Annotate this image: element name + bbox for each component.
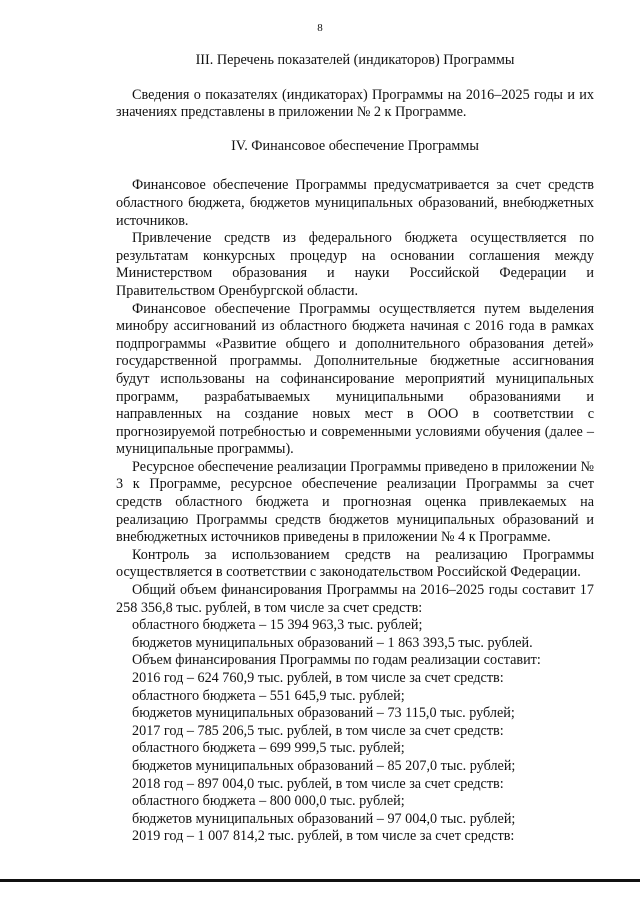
section-4-heading: IV. Финансовое обеспечение Программы (231, 137, 479, 154)
section-3-heading: III. Перечень показателей (индикаторов) Программы (195, 52, 515, 68)
line-2017-total: 2017 год – 785 206,5 тыс. рублей, в том числе за счет средств: (132, 722, 504, 739)
line-2016-municipal: бюджетов муниципальных образований – 73 115,0 тыс. рублей; (132, 705, 515, 722)
line-2017-municipal: бюджетов муниципальных образований – 85 207,0 тыс. рублей; (132, 757, 516, 774)
line-by-years-intro: Объем финансирования Программы по годам реализации составит: (132, 652, 541, 669)
line-regional-budget-total: областного бюджета – 15 394 963,3 тыс. рублей; (132, 617, 423, 634)
line-2017-regional: областного бюджета – 699 999,5 тыс. рублей; (132, 740, 405, 757)
line-2018-regional: областного бюджета – 800 000,0 тыс. рублей; (132, 793, 405, 810)
paragraph-control: Контроль за использованием средств на реализацию Программы осуществляется в соответствии с законодательством Российской Федерации. (116, 546, 594, 581)
bottom-rule (0, 879, 640, 882)
paragraph-resource-support: Ресурсное обеспечение реализации Программы приведено в приложении № 3 к Программе, ресурсное обеспечение реализации Программы за счет средств областного бюджета и прогнозная оценка привлекаемых на реализацию Программы средств бюджетов муниципальных образований и внебюджетных источников приведены в приложении № 4 к Программе. (116, 458, 594, 546)
paragraph-allocation: Финансовое обеспечение Программы осуществляется путем выделения минобру ассигнований из областного бюджета начиная с 2016 года в рамках подпрограммы «Развитие общего и дополнительного образования детей» государственной программы. Дополнительные бюджетные ассигнования будут использованы на софинансирование мероприятий муниципальных программ, разрабатываемых муниципальными образованиями и направленных на создание новых мест в ООО в соответствии с прогнозируемой потребностью и современными условиями обучения (далее – муниципальные программы). (116, 300, 594, 458)
line-2016-total: 2016 год – 624 760,9 тыс. рублей, в том числе за счет средств: (132, 670, 504, 686)
line-municipal-budget-total: бюджетов муниципальных образований – 1 863 393,5 тыс. рублей. (132, 634, 533, 651)
paragraph-federal-funds: Привлечение средств из федерального бюджета осуществляется по результатам конкурсных процедур на основании соглашения между Министерством образования и науки Российской Федерации и Правительством Оренбургской области. (116, 230, 594, 299)
paragraph-total-volume: Общий объем финансирования Программы на 2016–2025 годы составит 17 258 356,8 тыс. рублей, в том числе за счет средств: (116, 582, 594, 616)
line-2019-total: 2019 год – 1 007 814,2 тыс. рублей, в том числе за счет средств: (132, 828, 515, 845)
line-2018-total: 2018 год – 897 004,0 тыс. рублей, в том числе за счет средств: (132, 775, 504, 792)
page-content (116, 52, 594, 846)
line-2016-regional: областного бюджета – 551 645,9 тыс. рублей; (132, 687, 405, 704)
paragraph-financing-sources: Финансовое обеспечение Программы предусматривается за счет средств областного бюджета, бюджетов муниципальных образований, внебюджетных источников. (116, 177, 594, 229)
section-3-text: Сведения о показателях (индикаторах) Программы на 2016–2025 годы и их значениях представлены в приложении № 2 к Программе. (116, 86, 594, 121)
page-number: 8 (317, 22, 323, 34)
line-2018-municipal: бюджетов муниципальных образований – 97 004,0 тыс. рублей; (132, 810, 516, 827)
